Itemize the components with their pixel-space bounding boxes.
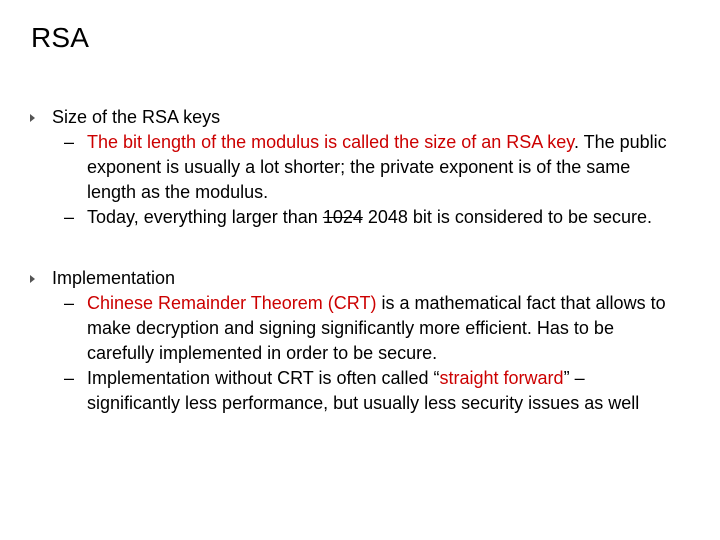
- bullet-text: Size of the RSA keys: [52, 107, 221, 127]
- dash-marker: –: [64, 132, 75, 152]
- sub-bullet-text: is a mathematical fact that allows to make decryption and signing significantly more efficient. Has to be carefully implemented in order to be secure.: [87, 293, 666, 363]
- sub-bullet-text: ” – significantly less performance, but usually less security issues as well: [87, 368, 640, 413]
- sub-bullet-text: 2048 bit is considered to be secure.: [362, 207, 653, 227]
- highlighted-text: straight forward: [439, 368, 564, 388]
- bullet-row: [30, 266, 690, 291]
- sub-bullet-text: . The public exponent is usually a lot shorter; the private exponent is of the same length as the modulus.: [87, 132, 667, 202]
- bullet-size-of-keys: [30, 105, 690, 230]
- slide-title: RSA: [31, 22, 90, 53]
- sub-bullet-text: Today, everything larger than: [87, 207, 323, 227]
- dash-marker: –: [64, 207, 75, 227]
- dash-marker: –: [64, 293, 75, 313]
- sub-bullet-key-size: [30, 130, 677, 205]
- bullet-implementation: [30, 266, 690, 416]
- highlighted-text: Chinese Remainder Theorem (CRT): [87, 293, 377, 313]
- sub-bullet-secure-size: [30, 205, 677, 230]
- highlighted-text: The bit length of the modulus is called the size of an RSA key: [87, 132, 574, 152]
- triangle-right-icon: [30, 114, 35, 122]
- sub-bullet-crt: [30, 291, 677, 366]
- bullet-row: [30, 105, 690, 130]
- dash-marker: –: [64, 368, 75, 388]
- struck-text: 1024: [322, 207, 363, 227]
- bullet-text: Implementation: [52, 268, 176, 288]
- sub-bullet-text: Implementation without CRT is often called “: [87, 368, 440, 388]
- sub-bullet-without-crt: [30, 366, 677, 416]
- triangle-right-icon: [30, 275, 35, 283]
